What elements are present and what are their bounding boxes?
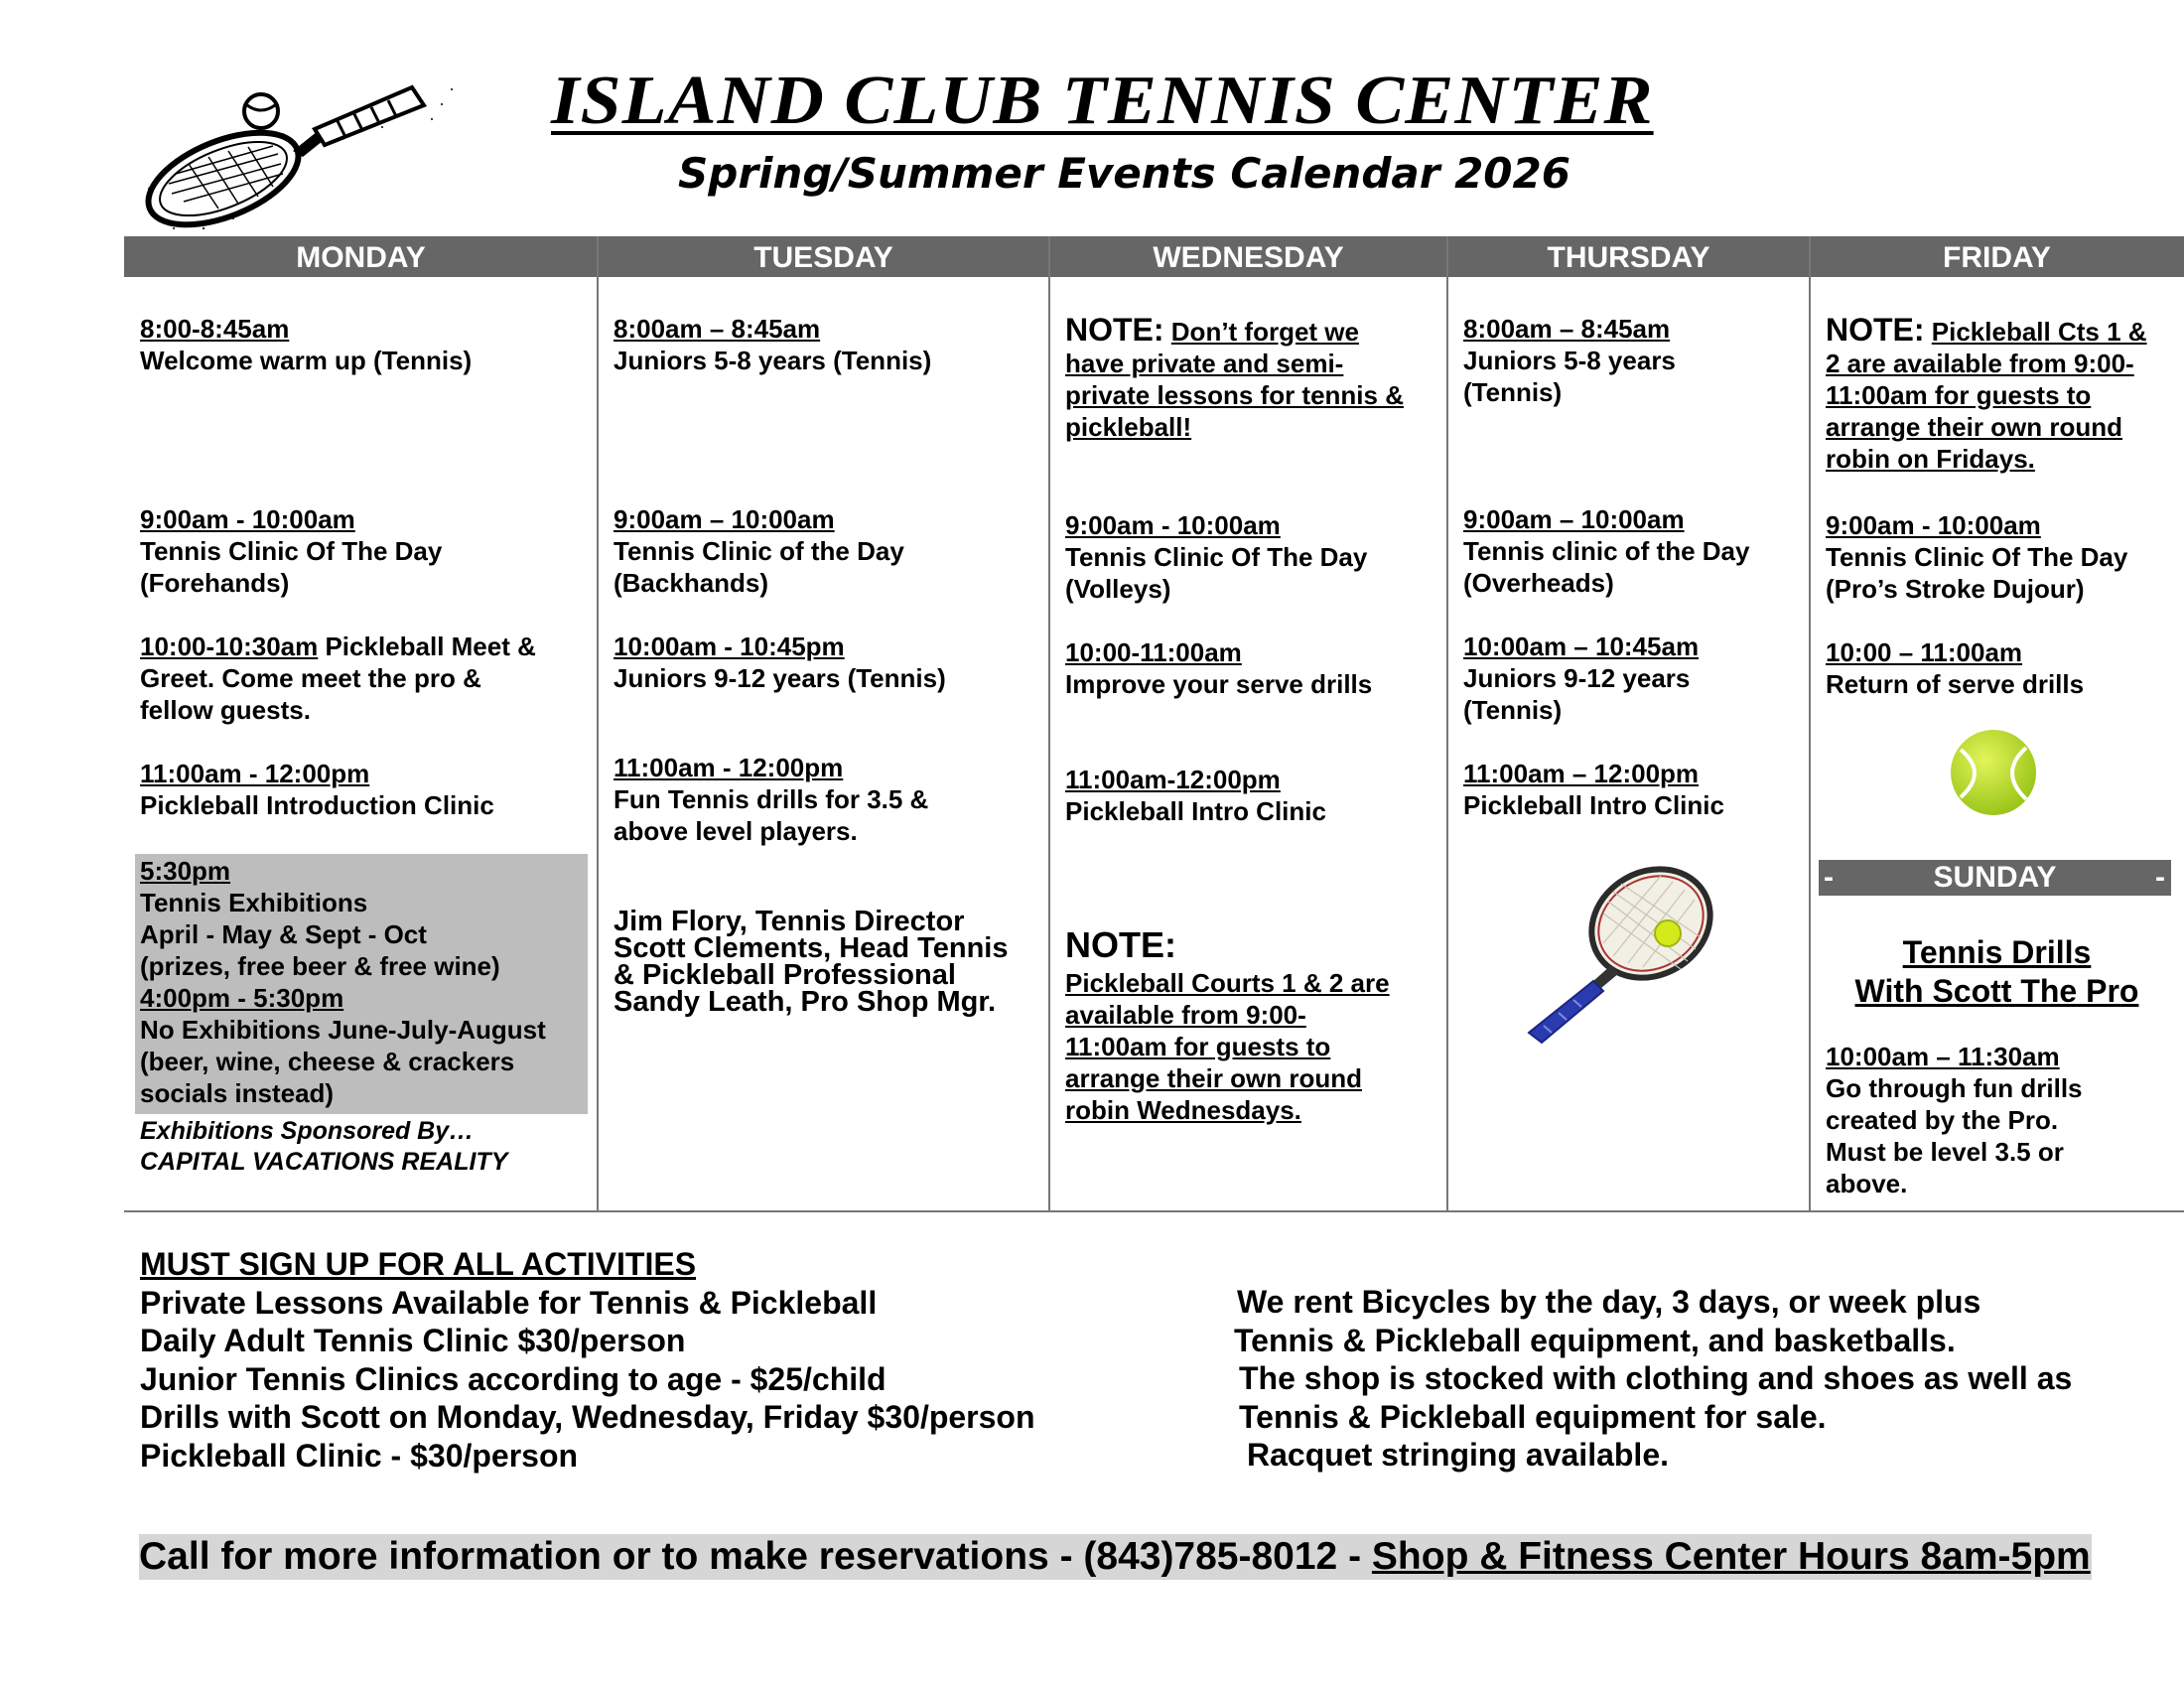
sponsor-name: CAPITAL VACATIONS REALITY xyxy=(140,1148,508,1176)
note-label: NOTE: xyxy=(1065,312,1164,348)
staff-member: Scott Clements, Head Tennis xyxy=(614,932,1009,964)
monday-exhibitions xyxy=(140,855,546,1109)
note-text: Pickleball Courts 1 & 2 are xyxy=(1065,968,1390,998)
monday-event-meet-greet xyxy=(140,631,536,726)
event-desc: Juniors 5-8 years xyxy=(1463,346,1676,375)
event-desc: Juniors 9-12 years (Tennis) xyxy=(614,663,946,693)
shop-line: Tennis & Pickleball equipment for sale. xyxy=(1239,1398,1827,1435)
friday-event-clinic xyxy=(1826,509,2127,605)
friday-note-courts xyxy=(1826,314,2147,475)
event-desc: created by the Pro. xyxy=(1826,1105,2059,1135)
shop-hours: Shop & Fitness Center Hours 8am-5pm xyxy=(1371,1535,2091,1578)
tuesday-event-fun-drills xyxy=(614,752,928,847)
event-desc: (prizes, free beer & free wine) xyxy=(140,951,500,981)
signup-heading: MUST SIGN UP FOR ALL ACTIVITIES xyxy=(140,1246,697,1282)
event-desc: Juniors 5-8 years (Tennis) xyxy=(614,346,932,375)
tennis-racket-sketch-icon xyxy=(144,70,462,238)
staff-member: Sandy Leath, Pro Shop Mgr. xyxy=(614,986,997,1018)
column-divider xyxy=(1048,236,1050,1211)
sunday-dash-right: - xyxy=(2155,861,2165,894)
event-desc: Juniors 9-12 years xyxy=(1463,663,1691,693)
event-desc: (Overheads) xyxy=(1463,568,1614,598)
note-text: 11:00am for guests to xyxy=(1065,1032,1331,1061)
event-time: 11:00am - 12:00pm xyxy=(614,753,844,782)
event-desc: Improve your serve drills xyxy=(1065,669,1373,699)
shop-line: The shop is stocked with clothing and shoes as well as xyxy=(1239,1360,2073,1396)
wednesday-event-serve xyxy=(1065,636,1372,700)
note-label: NOTE: xyxy=(1065,924,1176,965)
sunday-header xyxy=(1819,860,2171,896)
wednesday-note-courts xyxy=(1065,923,1390,1126)
note-label: NOTE: xyxy=(1826,312,1925,348)
event-desc: April - May & Sept - Oct xyxy=(140,919,427,949)
event-time: 8:00am – 8:45am xyxy=(1463,314,1671,344)
shop-line: Racquet stringing available. xyxy=(1247,1437,1669,1473)
event-desc: (Backhands) xyxy=(614,568,769,598)
event-desc: (Tennis) xyxy=(1463,377,1563,407)
event-desc: Tennis Clinic Of The Day xyxy=(140,536,443,566)
event-time: 10:00 – 11:00am xyxy=(1826,637,2023,667)
sunday-dash-left: - xyxy=(1824,861,1834,894)
tennis-ball-icon xyxy=(1949,728,2038,817)
event-desc: (Tennis) xyxy=(1463,695,1563,725)
column-divider xyxy=(597,236,599,1211)
event-desc: (Pro’s Stroke Dujour) xyxy=(1826,574,2085,604)
event-time: 9:00am – 10:00am xyxy=(1463,504,1685,534)
friday-event-return-serve xyxy=(1826,636,2084,700)
event-desc: fellow guests. xyxy=(140,695,311,725)
event-desc: Must be level 3.5 or xyxy=(1826,1137,2064,1167)
tennis-racket-icon xyxy=(1514,862,1717,1046)
tuesday-event-juniors-9-12 xyxy=(614,631,946,694)
event-desc: Tennis clinic of the Day xyxy=(1463,536,1750,566)
event-desc: (Forehands) xyxy=(140,568,290,598)
sunday-event-drills xyxy=(1826,1041,2083,1199)
note-text: robin on Fridays. xyxy=(1826,444,2035,474)
event-time: 9:00am – 10:00am xyxy=(614,504,835,534)
sunday-label: SUNDAY xyxy=(1933,861,2057,894)
day-header-wednesday: WEDNESDAY xyxy=(1153,241,1344,274)
event-desc: (Volleys) xyxy=(1065,574,1171,604)
note-text: Pickleball Cts 1 & xyxy=(1931,317,2147,347)
note-text: arrange their own round xyxy=(1065,1063,1363,1093)
note-text: have private and semi- xyxy=(1065,349,1344,378)
note-text: 11:00am for guests to xyxy=(1826,380,2092,410)
monday-event-pickleball-intro xyxy=(140,758,494,821)
tuesday-event-clinic xyxy=(614,503,904,599)
event-time: 10:00-10:30am xyxy=(140,632,319,661)
page-title: ISLAND CLUB TENNIS CENTER xyxy=(551,63,1654,139)
thursday-event-juniors-9-12 xyxy=(1463,631,1699,726)
monday-event-clinic xyxy=(140,503,442,599)
contact-line xyxy=(139,1534,2091,1580)
thursday-event-pickleball-intro xyxy=(1463,758,1724,821)
tuesday-event-juniors xyxy=(614,313,931,376)
thursday-event-juniors xyxy=(1463,313,1676,408)
event-time: 10:00am – 11:30am xyxy=(1826,1042,2060,1071)
event-desc: Tennis Clinic Of The Day xyxy=(1065,542,1368,572)
pricing-line: Private Lessons Available for Tennis & Pickleball xyxy=(140,1284,878,1321)
event-desc: Welcome warm up (Tennis) xyxy=(140,346,473,375)
event-desc: Go through fun drills xyxy=(1826,1073,2083,1103)
event-time: 9:00am - 10:00am xyxy=(1826,510,2041,540)
event-desc: above. xyxy=(1826,1169,1908,1198)
column-divider xyxy=(1809,236,1811,1211)
day-header-monday: MONDAY xyxy=(296,241,426,274)
wednesday-note-lessons xyxy=(1065,314,1404,443)
shop-line: We rent Bicycles by the day, 3 days, or week plus xyxy=(1237,1284,1981,1320)
event-desc: Return of serve drills xyxy=(1826,669,2085,699)
event-time: 11:00am – 12:00pm xyxy=(1463,759,1700,788)
event-time: 8:00am – 8:45am xyxy=(614,314,821,344)
note-text: private lessons for tennis & xyxy=(1065,380,1404,410)
contact-phone-text: Call for more information or to make reservations - (843)785-8012 - xyxy=(139,1535,1372,1578)
event-desc: (beer, wine, cheese & crackers xyxy=(140,1047,515,1076)
event-time: 10:00am - 10:45pm xyxy=(614,632,845,661)
note-text: available from 9:00- xyxy=(1065,1000,1306,1030)
note-text: robin Wednesdays. xyxy=(1065,1095,1301,1125)
event-desc: socials instead) xyxy=(140,1078,335,1108)
pricing-line: Pickleball Clinic - $30/person xyxy=(140,1437,579,1474)
staff-member: & Pickleball Professional xyxy=(614,959,956,991)
event-desc: Greet. Come meet the pro & xyxy=(140,663,481,693)
event-time: 9:00am - 10:00am xyxy=(1065,510,1281,540)
monday-event-warmup xyxy=(140,313,472,376)
event-time: 8:00-8:45am xyxy=(140,314,290,344)
wednesday-event-clinic xyxy=(1065,509,1367,605)
event-time: 10:00am – 10:45am xyxy=(1463,632,1700,661)
staff-list xyxy=(614,906,1009,1018)
wednesday-event-pickleball-intro xyxy=(1065,764,1326,827)
event-desc: Pickleball Intro Clinic xyxy=(1463,790,1724,820)
event-desc: Fun Tennis drills for 3.5 & xyxy=(614,784,929,814)
event-time: 5:30pm xyxy=(140,856,231,886)
exhibition-sponsor xyxy=(140,1116,507,1178)
pricing-line: Daily Adult Tennis Clinic $30/person xyxy=(140,1323,686,1358)
pricing-line: Junior Tennis Clinics according to age - $25/child xyxy=(140,1360,887,1397)
event-desc: Tennis Clinic of the Day xyxy=(614,536,904,566)
pricing-info xyxy=(140,1245,1035,1475)
column-divider xyxy=(1446,236,1448,1211)
note-text: Don’t forget we xyxy=(1170,317,1359,347)
event-time: 9:00am - 10:00am xyxy=(140,504,355,534)
staff-member: Jim Flory, Tennis Director xyxy=(614,906,965,937)
event-time: 4:00pm - 5:30pm xyxy=(140,983,344,1013)
day-header-friday: FRIDAY xyxy=(1943,241,2051,274)
pricing-line: Drills with Scott on Monday, Wednesday, Friday $30/person xyxy=(140,1399,1035,1435)
event-desc: above level players. xyxy=(614,816,858,846)
sunday-title-line: With Scott The Pro xyxy=(1854,973,2139,1009)
day-header-tuesday: TUESDAY xyxy=(753,241,893,274)
sponsor-label: Exhibitions Sponsored By… xyxy=(140,1117,475,1145)
event-time: 11:00am-12:00pm xyxy=(1065,765,1281,794)
event-time: 10:00-11:00am xyxy=(1065,637,1242,667)
shop-info xyxy=(1234,1283,2073,1475)
event-desc: Pickleball Introduction Clinic xyxy=(140,790,494,820)
thursday-event-clinic xyxy=(1463,503,1749,599)
day-header-thursday: THURSDAY xyxy=(1547,241,1710,274)
note-text: pickleball! xyxy=(1065,412,1192,442)
table-bottom-border xyxy=(124,1210,2184,1212)
page-subtitle: Spring/Summer Events Calendar 2026 xyxy=(678,149,1570,198)
note-text: 2 are available from 9:00- xyxy=(1826,349,2134,378)
note-text: arrange their own round xyxy=(1826,412,2123,442)
event-desc: Pickleball Intro Clinic xyxy=(1065,796,1326,826)
shop-line: Tennis & Pickleball equipment, and basketballs. xyxy=(1234,1322,1956,1358)
event-desc: Tennis Clinic Of The Day xyxy=(1826,542,2128,572)
event-desc: Tennis Exhibitions xyxy=(140,888,368,917)
sunday-title-line: Tennis Drills xyxy=(1902,934,2092,970)
event-desc: No Exhibitions June-July-August xyxy=(140,1015,546,1045)
event-time: 11:00am - 12:00pm xyxy=(140,759,370,788)
sunday-title xyxy=(1810,933,2184,1011)
event-desc: Pickleball Meet & xyxy=(318,632,536,661)
